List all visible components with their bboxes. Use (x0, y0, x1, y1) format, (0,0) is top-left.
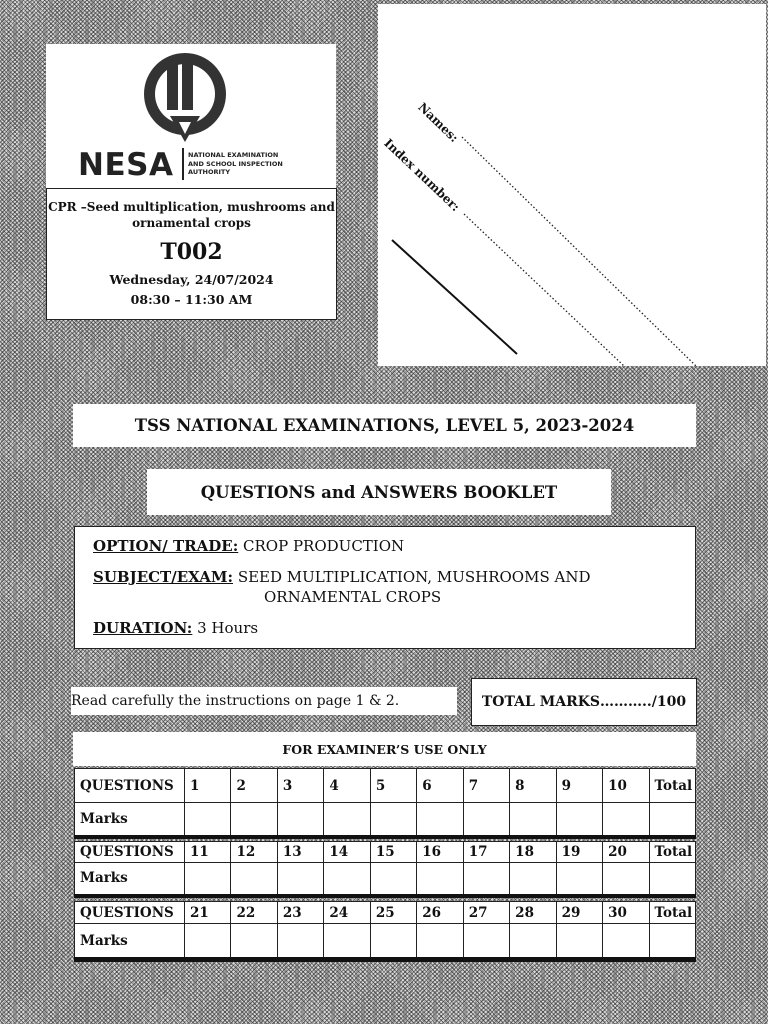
duration-value: 3 Hours (197, 619, 259, 637)
total-label: Total (649, 842, 695, 863)
mark-cell[interactable] (556, 924, 602, 960)
subject-label: SUBJECT/EXAM: (93, 568, 234, 586)
question-number: 16 (417, 842, 463, 863)
exam-course-title: CPR –Seed multiplication, mushrooms and ornamental crops (48, 200, 335, 230)
subject-row (93, 568, 590, 586)
question-number: 28 (510, 902, 556, 924)
question-number: 30 (603, 902, 649, 924)
question-number: 12 (231, 842, 277, 863)
question-number: 24 (324, 902, 370, 924)
candidate-details-panel (378, 4, 766, 366)
mark-cell[interactable] (603, 863, 649, 896)
total-label: Total (649, 902, 695, 924)
mark-cell[interactable] (231, 803, 277, 837)
mark-cell[interactable] (417, 924, 463, 960)
marks-row (75, 803, 696, 837)
total-cell[interactable] (649, 803, 695, 837)
mark-cell[interactable] (510, 863, 556, 896)
question-number: 3 (277, 769, 323, 803)
questions-row (75, 902, 696, 924)
question-number: 22 (231, 902, 277, 924)
question-number: 29 (556, 902, 602, 924)
booklet-title: QUESTIONS and ANSWERS BOOKLET (200, 482, 558, 502)
names-dotted-line (462, 137, 696, 366)
mark-cell[interactable] (370, 924, 416, 960)
question-number: 7 (463, 769, 509, 803)
mark-cell[interactable] (185, 803, 231, 837)
question-number: 9 (556, 769, 602, 803)
question-number: 8 (510, 769, 556, 803)
question-number: 1 (185, 769, 231, 803)
total-marks-box (471, 678, 697, 726)
logo-subtitle (188, 151, 283, 177)
questions-label: QUESTIONS (75, 902, 185, 924)
logo-subtitle-line: NATIONAL EXAMINATION (188, 151, 279, 159)
logo-subtitle-line: AUTHORITY (188, 168, 231, 177)
mark-cell[interactable] (463, 924, 509, 960)
duration-row (93, 619, 258, 637)
option-row (93, 537, 404, 555)
total-cell[interactable] (649, 924, 695, 960)
question-number: 11 (185, 842, 231, 863)
mark-cell[interactable] (463, 803, 509, 837)
question-number: 17 (463, 842, 509, 863)
question-number: 23 (277, 902, 323, 924)
exam-time: 08:30 – 11:30 AM (130, 292, 253, 307)
mark-cell[interactable] (510, 803, 556, 837)
question-number: 2 (231, 769, 277, 803)
exam-info-box (46, 188, 337, 320)
diagonal-solid-line (392, 240, 517, 354)
marks-row (75, 924, 696, 960)
mark-cell[interactable] (277, 863, 323, 896)
logo-panel (46, 44, 336, 190)
mark-cell[interactable] (370, 803, 416, 837)
index-dotted-line (464, 214, 624, 366)
logo-divider (182, 148, 184, 180)
marks-table-2 (74, 841, 696, 898)
questions-row (75, 769, 696, 803)
mark-cell[interactable] (277, 924, 323, 960)
exam-code: T002 (160, 239, 223, 265)
question-number: 26 (417, 902, 463, 924)
mark-cell[interactable] (231, 863, 277, 896)
mark-cell[interactable] (324, 863, 370, 896)
question-number: 27 (463, 902, 509, 924)
exam-title: TSS NATIONAL EXAMINATIONS, LEVEL 5, 2023-2024 (134, 416, 635, 435)
option-label: OPTION/ TRADE: (93, 537, 239, 555)
question-number: 15 (370, 842, 416, 863)
examiner-use-header (73, 732, 696, 766)
mark-cell[interactable] (370, 863, 416, 896)
booklet-banner (147, 469, 611, 515)
mark-cell[interactable] (556, 863, 602, 896)
instructions-note (71, 687, 457, 715)
exam-date: Wednesday, 24/07/2024 (109, 272, 274, 287)
mark-cell[interactable] (603, 803, 649, 837)
marks-row (75, 863, 696, 896)
marks-label: Marks (75, 803, 185, 837)
total-cell[interactable] (649, 863, 695, 896)
question-number: 6 (417, 769, 463, 803)
names-label: Names: (415, 100, 462, 145)
mark-cell[interactable] (510, 924, 556, 960)
mark-cell[interactable] (417, 803, 463, 837)
questions-label: QUESTIONS (75, 769, 185, 803)
exam-title-banner (73, 404, 696, 447)
subject-value-line2: ORNAMENTAL CROPS (264, 588, 442, 606)
question-number: 13 (277, 842, 323, 863)
mark-cell[interactable] (463, 863, 509, 896)
total-marks-text: TOTAL MARKS………../100 (481, 694, 687, 710)
question-number: 10 (603, 769, 649, 803)
marks-table-3 (74, 901, 696, 962)
question-number: 4 (324, 769, 370, 803)
questions-label: QUESTIONS (75, 842, 185, 863)
mark-cell[interactable] (277, 803, 323, 837)
mark-cell[interactable] (185, 863, 231, 896)
question-number: 19 (556, 842, 602, 863)
questions-row (75, 842, 696, 863)
question-number: 21 (185, 902, 231, 924)
marks-label: Marks (75, 924, 185, 960)
exam-details-box (74, 526, 696, 649)
duration-label: DURATION: (93, 619, 193, 637)
mark-cell[interactable] (603, 924, 649, 960)
option-value: CROP PRODUCTION (243, 537, 405, 555)
mark-cell[interactable] (324, 924, 370, 960)
question-number: 20 (603, 842, 649, 863)
mark-cell[interactable] (556, 803, 602, 837)
mark-cell[interactable] (417, 863, 463, 896)
subject-value-line1: SEED MULTIPLICATION, MUSHROOMS AND (237, 568, 591, 586)
marks-table-1 (74, 768, 696, 839)
nesa-wordmark: NESA (78, 147, 174, 183)
question-number: 5 (370, 769, 416, 803)
question-number: 18 (510, 842, 556, 863)
instructions-text: Read carefully the instructions on page 1 & 2. (71, 693, 400, 709)
mark-cell[interactable] (324, 803, 370, 837)
examiner-use-text: FOR EXAMINER’S USE ONLY (282, 741, 487, 757)
logo-subtitle-line: AND SCHOOL INSPECTION (188, 159, 283, 168)
mark-cell[interactable] (185, 924, 231, 960)
marks-label: Marks (75, 863, 185, 896)
question-number: 25 (370, 902, 416, 924)
mark-cell[interactable] (231, 924, 277, 960)
question-number: 14 (324, 842, 370, 863)
total-label: Total (649, 769, 695, 803)
index-number-label: Index number: (381, 136, 463, 215)
